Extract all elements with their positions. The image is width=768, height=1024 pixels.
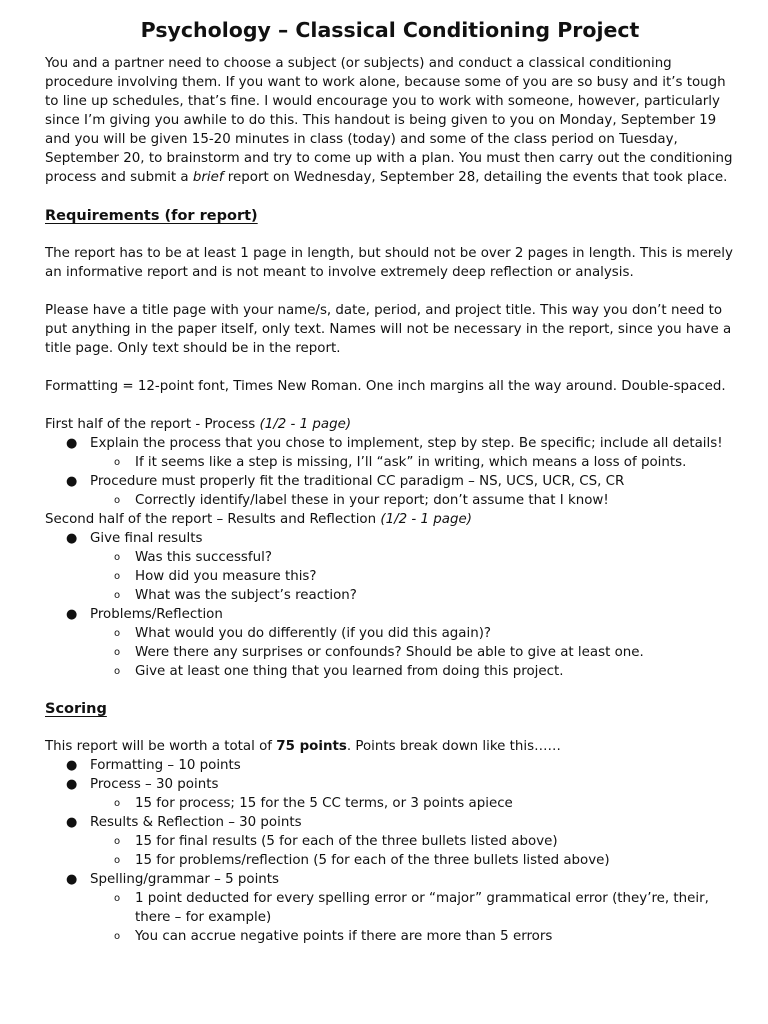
list-item — [45, 813, 735, 870]
list-item-text: Give final results — [90, 531, 203, 546]
list-item — [45, 529, 735, 605]
first-half-list — [45, 434, 735, 510]
sub-list-item — [90, 624, 735, 643]
scoring-list — [45, 756, 735, 946]
sub-list — [90, 794, 735, 813]
second-half-list — [45, 529, 735, 681]
hollow-circle-icon: o — [114, 647, 121, 658]
bullet-dot-icon: ● — [66, 758, 78, 773]
sub-list — [90, 548, 735, 605]
hollow-circle-icon: o — [114, 893, 121, 904]
sub-list-item — [90, 889, 735, 927]
list-item-text: Spelling/grammar – 5 points — [90, 872, 280, 887]
sub-list-item — [90, 927, 735, 946]
hollow-circle-icon: o — [114, 931, 121, 942]
sub-list-item — [90, 643, 735, 662]
list-item-text: Explain the process that you chose to implement, step by step. Be specific; include all details! — [90, 436, 723, 451]
sub-list — [90, 889, 735, 946]
sub-list-item-text: Were there any surprises or confounds? Should be able to give at least one. — [135, 645, 644, 660]
sub-list-item-text: Give at least one thing that you learned from doing this project. — [135, 664, 564, 679]
document-page — [45, 16, 735, 946]
list-item-text: Problems/Reflection — [90, 607, 223, 622]
list-item — [45, 870, 735, 946]
sub-list-item — [90, 832, 735, 851]
requirements-title-page-paragraph: Please have a title page with your name/s, date, period, and project title. This way you don’t need to put anything in the paper itself, only text. Names will not be necessary in the report, since you have a title page. Only text should be in the report. — [45, 303, 732, 356]
sub-list-item-text: 15 for problems/reflection (5 for each of the three bullets listed above) — [135, 853, 610, 868]
hollow-circle-icon: o — [114, 666, 121, 677]
list-item — [45, 472, 735, 510]
sub-list-item — [90, 586, 735, 605]
first-half-length-note: (1/2 - 1 page) — [259, 417, 352, 432]
sub-list-item — [90, 453, 735, 472]
requirements-length-paragraph: The report has to be at least 1 page in length, but should not be over 2 pages in length. This is merely an informative report and is not meant to involve extremely deep reflection or analysis. — [45, 246, 733, 280]
bullet-dot-icon: ● — [66, 531, 78, 546]
hollow-circle-icon: o — [114, 798, 121, 809]
page-title: Psychology – Classical Conditioning Project — [140, 18, 640, 42]
sub-list-item-text: 15 for final results (5 for each of the three bullets listed above) — [135, 834, 558, 849]
list-item — [45, 434, 735, 472]
sub-list-item-text: 1 point deducted for every spelling error or “major” grammatical error (they’re, their, there – for example) — [135, 891, 709, 925]
sub-list-item — [90, 662, 735, 681]
hollow-circle-icon: o — [114, 571, 121, 582]
list-item-text: Procedure must properly fit the traditional CC paradigm – NS, UCS, UCR, CS, CR — [90, 474, 625, 489]
scoring-intro — [45, 737, 735, 756]
hollow-circle-icon: o — [114, 855, 121, 866]
sub-list-item — [90, 794, 735, 813]
sub-list-item-text: What was the subject’s reaction? — [135, 588, 357, 603]
sub-list — [90, 832, 735, 870]
sub-list-item-text: How did you measure this? — [135, 569, 317, 584]
sub-list-item-text: Correctly identify/label these in your report; don’t assume that I know! — [135, 493, 609, 508]
sub-list-item-text: 15 for process; 15 for the 5 CC terms, or 3 points apiece — [135, 796, 513, 811]
sub-list-item-text: You can accrue negative points if there are more than 5 errors — [135, 929, 553, 944]
sub-list — [90, 624, 735, 681]
hollow-circle-icon: o — [114, 590, 121, 601]
intro-emphasis: brief — [192, 170, 224, 185]
second-half-label — [45, 510, 735, 529]
list-item-text: Results & Reflection – 30 points — [90, 815, 302, 830]
hollow-circle-icon: o — [114, 836, 121, 847]
list-item-text: Formatting – 10 points — [90, 758, 241, 773]
list-item — [45, 605, 735, 681]
hollow-circle-icon: o — [114, 628, 121, 639]
sub-list-item-text: What would you do differently (if you did this again)? — [135, 626, 492, 641]
scoring-heading: Scoring — [45, 701, 107, 717]
sub-list-item — [90, 548, 735, 567]
intro-text-start: You and a partner need to choose a subject (or subjects) and conduct a classical conditioning procedure involving them. If you want to work alone, because some of you are so busy and it’s tough to line up schedules, that’s fine. I would encourage you to work with someone, however, particularly since I’m giving you awhile to do this. This handout is being given to you on Monday, September 19 and you will be given 15-20 minutes in class (today) and some of the class period on Tuesday, September 20, to brainstorm and try to come up with a plan. You must then carry out the conditioning process and submit a — [45, 56, 733, 185]
list-item — [45, 756, 735, 775]
hollow-circle-icon: o — [114, 495, 121, 506]
bullet-dot-icon: ● — [66, 777, 78, 792]
scoring-total-points: 75 points — [276, 739, 347, 754]
bullet-dot-icon: ● — [66, 436, 78, 451]
sub-list-item — [90, 567, 735, 586]
sub-list-item — [90, 491, 735, 510]
list-item — [45, 775, 735, 813]
sub-list-item — [90, 851, 735, 870]
bullet-dot-icon: ● — [66, 815, 78, 830]
first-half-label — [45, 415, 735, 434]
requirements-heading: Requirements (for report) — [45, 208, 258, 224]
intro-text-end: report on Wednesday, September 28, detailing the events that took place. — [223, 170, 728, 185]
requirements-formatting-paragraph: Formatting = 12-point font, Times New Roman. One inch margins all the way around. Double-spaced. — [45, 379, 726, 394]
sub-list-item-text: If it seems like a step is missing, I’ll “ask” in writing, which means a loss of points. — [135, 455, 687, 470]
sub-list — [90, 491, 735, 510]
sub-list — [90, 453, 735, 472]
second-half-length-note: (1/2 - 1 page) — [380, 512, 472, 527]
scoring-intro-text-end: . Points break down like this…… — [346, 739, 561, 754]
sub-list-item-text: Was this successful? — [135, 550, 272, 565]
first-half-label-text: First half of the report - Process — [45, 417, 260, 432]
hollow-circle-icon: o — [114, 552, 121, 563]
list-item-text: Process – 30 points — [90, 777, 219, 792]
bullet-dot-icon: ● — [66, 474, 78, 489]
intro-paragraph — [45, 54, 735, 187]
hollow-circle-icon: o — [114, 457, 121, 468]
scoring-intro-text: This report will be worth a total of — [45, 739, 277, 754]
second-half-label-text: Second half of the report – Results and Reflection — [45, 512, 381, 527]
bullet-dot-icon: ● — [66, 872, 78, 887]
bullet-dot-icon: ● — [66, 607, 78, 622]
